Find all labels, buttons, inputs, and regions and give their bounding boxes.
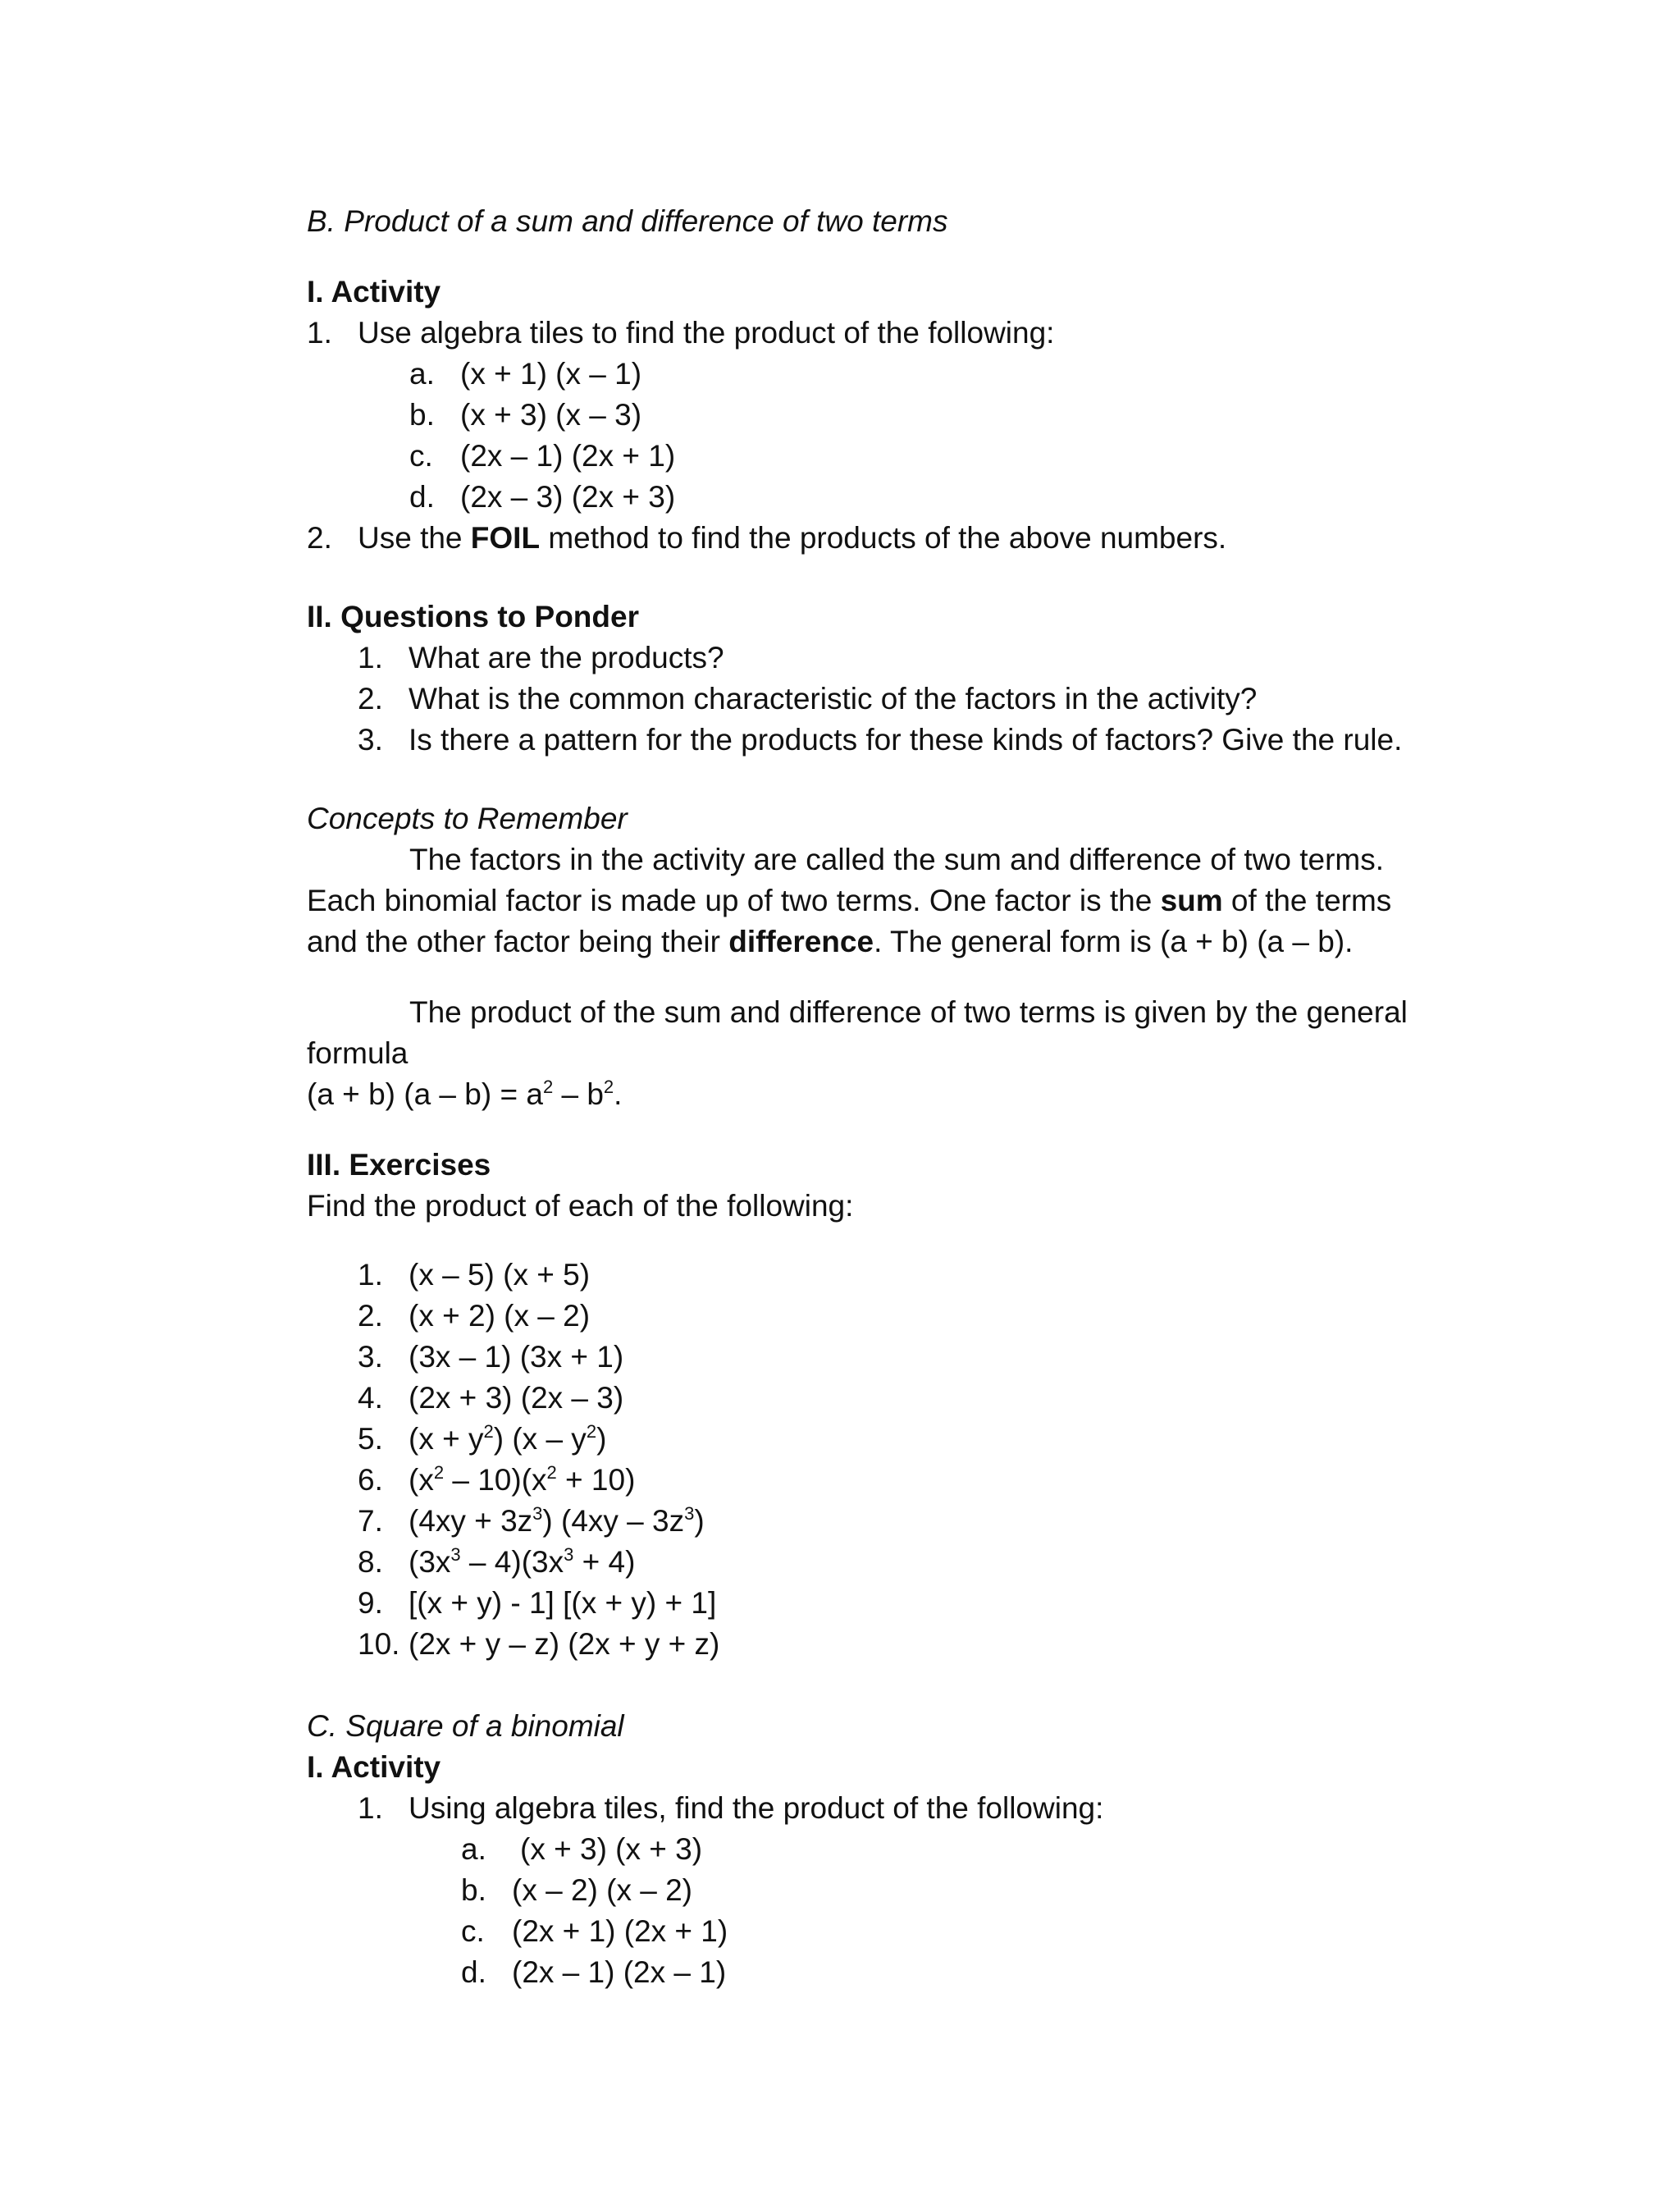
subitem-letter: d. <box>409 480 435 514</box>
exercise-item <box>307 1583 1439 1624</box>
section-c-subitem-c <box>307 1911 1439 1952</box>
section-c-title: C. Square of a binomial <box>307 1709 624 1743</box>
exercise-text: (2x + y – z) (2x + y + z) <box>409 1627 720 1661</box>
exercise-text: ) <box>694 1504 705 1538</box>
exponent: 3 <box>450 1544 461 1565</box>
exercises-intro: Find the product of each of the following: <box>307 1189 854 1223</box>
exercise-text: (x + y <box>409 1422 484 1456</box>
section-c-subitem-d <box>307 1952 1439 1993</box>
exponent: 2 <box>433 1462 445 1483</box>
question-number: 1. <box>358 641 383 674</box>
superscript: 2 <box>603 1077 614 1097</box>
item-text-pre: Use the <box>358 521 471 555</box>
text-span: of the terms <box>1222 884 1392 917</box>
exercise-text: + 4) <box>573 1545 636 1579</box>
activity-item-2 <box>307 518 1439 559</box>
text-span: (a + b) (a – b) = a <box>307 1077 543 1111</box>
exercise-item <box>307 1542 1439 1583</box>
subitem-text: (x + 3) (x – 3) <box>460 398 642 432</box>
exercise-text: (3x – 1) (3x + 1) <box>409 1340 624 1374</box>
text-span: Each binomial factor is made up of two terms. One factor is the <box>307 884 1161 917</box>
subitem-letter: c. <box>409 439 433 473</box>
section-c-activity-heading: I. Activity <box>307 1750 441 1784</box>
exercise-item <box>307 1337 1439 1378</box>
exercise-text: [(x + y) - 1] [(x + y) + 1] <box>409 1586 717 1620</box>
text-span: . <box>614 1077 623 1111</box>
superscript: 2 <box>542 1077 554 1097</box>
question-1 <box>307 638 1439 679</box>
exponent: 2 <box>586 1421 597 1442</box>
concept-paragraph-2-line-2: formula <box>307 1036 409 1070</box>
activity-subitem-a <box>307 354 1439 395</box>
activity-subitem-b <box>307 395 1439 436</box>
exercise-number: 3. <box>358 1340 383 1374</box>
subitem-text: (2x – 1) (2x – 1) <box>512 1955 727 1989</box>
subitem-letter: b. <box>409 398 435 432</box>
exercise-number: 6. <box>358 1463 383 1497</box>
difference-term: difference <box>728 925 874 958</box>
item-text-post: method to find the products of the above numbers. <box>540 521 1227 555</box>
exercise-item <box>307 1624 1439 1665</box>
concept-paragraph-2-line-1: The product of the sum and difference of two terms is given by the general <box>409 995 1408 1029</box>
exercise-item <box>307 1460 1439 1501</box>
exercise-text: ) <box>596 1422 607 1456</box>
exercise-item <box>307 1296 1439 1337</box>
exercise-text: + 10) <box>556 1463 636 1497</box>
subitem-letter: b. <box>461 1873 486 1907</box>
item-text: Using algebra tiles, find the product of the following: <box>409 1791 1104 1825</box>
item-text: Use algebra tiles to find the product of the following: <box>358 316 1055 350</box>
section-c-subitem-b <box>307 1870 1439 1911</box>
text-span: . The general form is (a + b) (a – b). <box>874 925 1354 958</box>
exercise-number: 1. <box>358 1258 383 1292</box>
concepts-heading: Concepts to Remember <box>307 802 628 835</box>
exercise-number: 4. <box>358 1381 383 1415</box>
exercise-text: (4xy + 3z <box>409 1504 533 1538</box>
exercise-item <box>307 1419 1439 1460</box>
item-number: 1. <box>307 316 332 350</box>
exponent: 3 <box>532 1503 543 1524</box>
exponent: 3 <box>564 1544 574 1565</box>
exercise-number: 5. <box>358 1422 383 1456</box>
subitem-letter: d. <box>461 1955 486 1989</box>
concept-paragraph-1-line-1: The factors in the activity are called the sum and difference of two terms. <box>409 843 1384 876</box>
exercises-heading: III. Exercises <box>307 1148 491 1182</box>
worksheet-page <box>307 201 1439 1993</box>
text-span: – b <box>553 1077 604 1111</box>
subitem-text: (x + 1) (x – 1) <box>460 357 642 391</box>
question-2 <box>307 679 1439 720</box>
exercise-text: (2x + 3) (2x – 3) <box>409 1381 624 1415</box>
exercise-number: 10. <box>358 1627 400 1661</box>
section-c-activity-item-1 <box>307 1788 1439 1829</box>
activity-subitem-c <box>307 436 1439 477</box>
activity-heading: I. Activity <box>307 275 441 309</box>
question-number: 3. <box>358 723 383 757</box>
question-text: Is there a pattern for the products for these kinds of factors? Give the rule. <box>409 723 1403 757</box>
exercise-list <box>307 1255 1439 1665</box>
question-text: What are the products? <box>409 641 724 674</box>
question-number: 2. <box>358 682 383 716</box>
exponent: 3 <box>684 1503 695 1524</box>
general-formula <box>307 1074 1439 1115</box>
subitem-text: (2x – 3) (2x + 3) <box>460 480 676 514</box>
exercise-item <box>307 1255 1439 1296</box>
item-number: 2. <box>307 521 332 555</box>
activity-item-1 <box>307 313 1439 354</box>
exercise-text: (x <box>409 1463 434 1497</box>
exercise-number: 7. <box>358 1504 383 1538</box>
exercise-number: 9. <box>358 1586 383 1620</box>
activity-subitem-d <box>307 477 1439 518</box>
exercise-number: 2. <box>358 1299 383 1333</box>
exercise-number: 8. <box>358 1545 383 1579</box>
subitem-letter: a. <box>461 1832 486 1866</box>
section-b-title: B. Product of a sum and difference of two terms <box>307 204 948 238</box>
exercise-text: – 4)(3x <box>460 1545 564 1579</box>
exponent: 2 <box>546 1462 557 1483</box>
exponent: 2 <box>483 1421 494 1442</box>
question-3 <box>307 720 1439 761</box>
subitem-text: (x – 2) (x – 2) <box>512 1873 692 1907</box>
sum-term: sum <box>1160 884 1223 917</box>
item-number: 1. <box>358 1791 383 1825</box>
exercise-text: – 10)(x <box>444 1463 547 1497</box>
concept-paragraph-1-line-3 <box>307 921 1439 962</box>
subitem-letter: a. <box>409 357 435 391</box>
exercise-text: (3x <box>409 1545 451 1579</box>
foil-term: FOIL <box>470 521 541 555</box>
exercise-text: ) (4xy – 3z <box>542 1504 685 1538</box>
exercise-text: ) (x – y <box>493 1422 587 1456</box>
questions-heading: II. Questions to Ponder <box>307 600 639 633</box>
section-c-subitem-a <box>307 1829 1439 1870</box>
subitem-letter: c. <box>461 1914 485 1948</box>
subitem-text: (x + 3) (x + 3) <box>520 1832 703 1866</box>
concept-paragraph-1-line-2 <box>307 880 1439 921</box>
subitem-text: (2x + 1) (2x + 1) <box>512 1914 728 1948</box>
subitem-text: (2x – 1) (2x + 1) <box>460 439 676 473</box>
question-text: What is the common characteristic of the factors in the activity? <box>409 682 1258 716</box>
exercise-text: (x – 5) (x + 5) <box>409 1258 591 1292</box>
exercise-item <box>307 1501 1439 1542</box>
text-span: and the other factor being their <box>307 925 729 958</box>
exercise-text: (x + 2) (x – 2) <box>409 1299 591 1333</box>
exercise-item <box>307 1378 1439 1419</box>
